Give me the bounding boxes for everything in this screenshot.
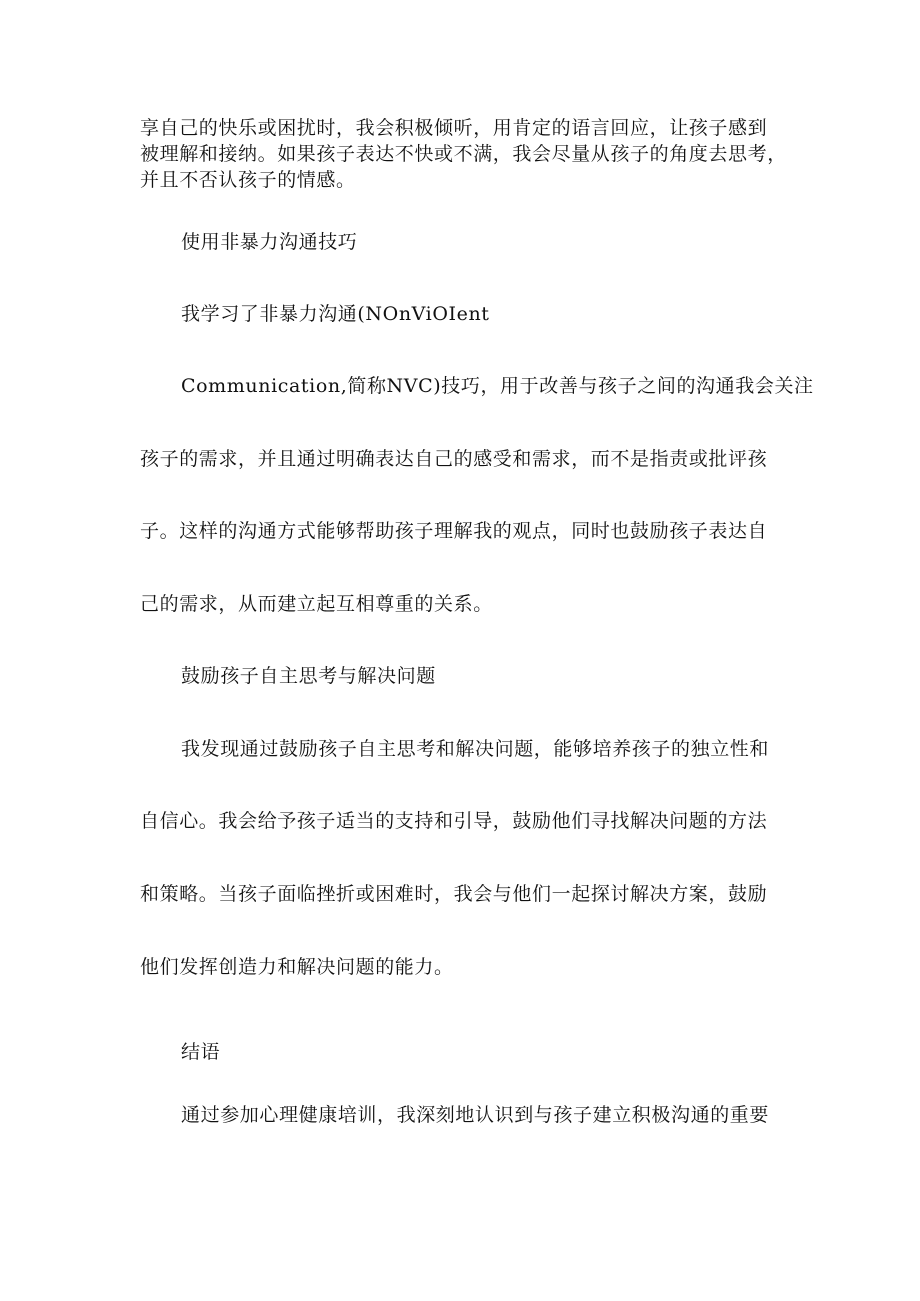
- paragraph-line: 我学习了非暴力沟通(NOnViOIent: [181, 303, 490, 325]
- paragraph-line: 并且不否认孩子的情感。: [140, 169, 356, 191]
- section-heading: 结语: [181, 1041, 221, 1063]
- paragraph-line: Communication,简称NVC)技巧，用于改善与孩子之间的沟通我会关注: [181, 375, 814, 397]
- paragraph-line: 己的需求，从而建立起互相尊重的关系。: [140, 593, 493, 615]
- paragraph-line: 通过参加心理健康培训，我深刻地认识到与孩子建立积极沟通的重要: [181, 1104, 770, 1126]
- paragraph-line: 和策略。当孩子面临挫折或困难时，我会与他们一起探讨解决方案，鼓励: [140, 883, 768, 905]
- paragraph-line: 我发现通过鼓励孩子自主思考和解决问题，能够培养孩子的独立性和: [181, 738, 770, 760]
- paragraph-line: 子。这样的沟通方式能够帮助孩子理解我的观点，同时也鼓励孩子表达自: [140, 520, 768, 542]
- paragraph-line: 享自己的快乐或困扰时，我会积极倾听，用肯定的语言回应，让孩子感到: [140, 117, 768, 139]
- paragraph-line: 被理解和接纳。如果孩子表达不快或不满，我会尽量从孩子的角度去思考，: [140, 143, 787, 165]
- section-heading: 使用非暴力沟通技巧: [181, 231, 358, 253]
- section-heading: 鼓励孩子自主思考与解决问题: [181, 665, 436, 687]
- paragraph-line: 他们发挥创造力和解决问题的能力。: [140, 956, 454, 978]
- paragraph-line: 自信心。我会给予孩子适当的支持和引导，鼓励他们寻找解决问题的方法: [140, 810, 768, 832]
- paragraph-line: 孩子的需求，并且通过明确表达自己的感受和需求，而不是指责或批评孩: [140, 448, 768, 470]
